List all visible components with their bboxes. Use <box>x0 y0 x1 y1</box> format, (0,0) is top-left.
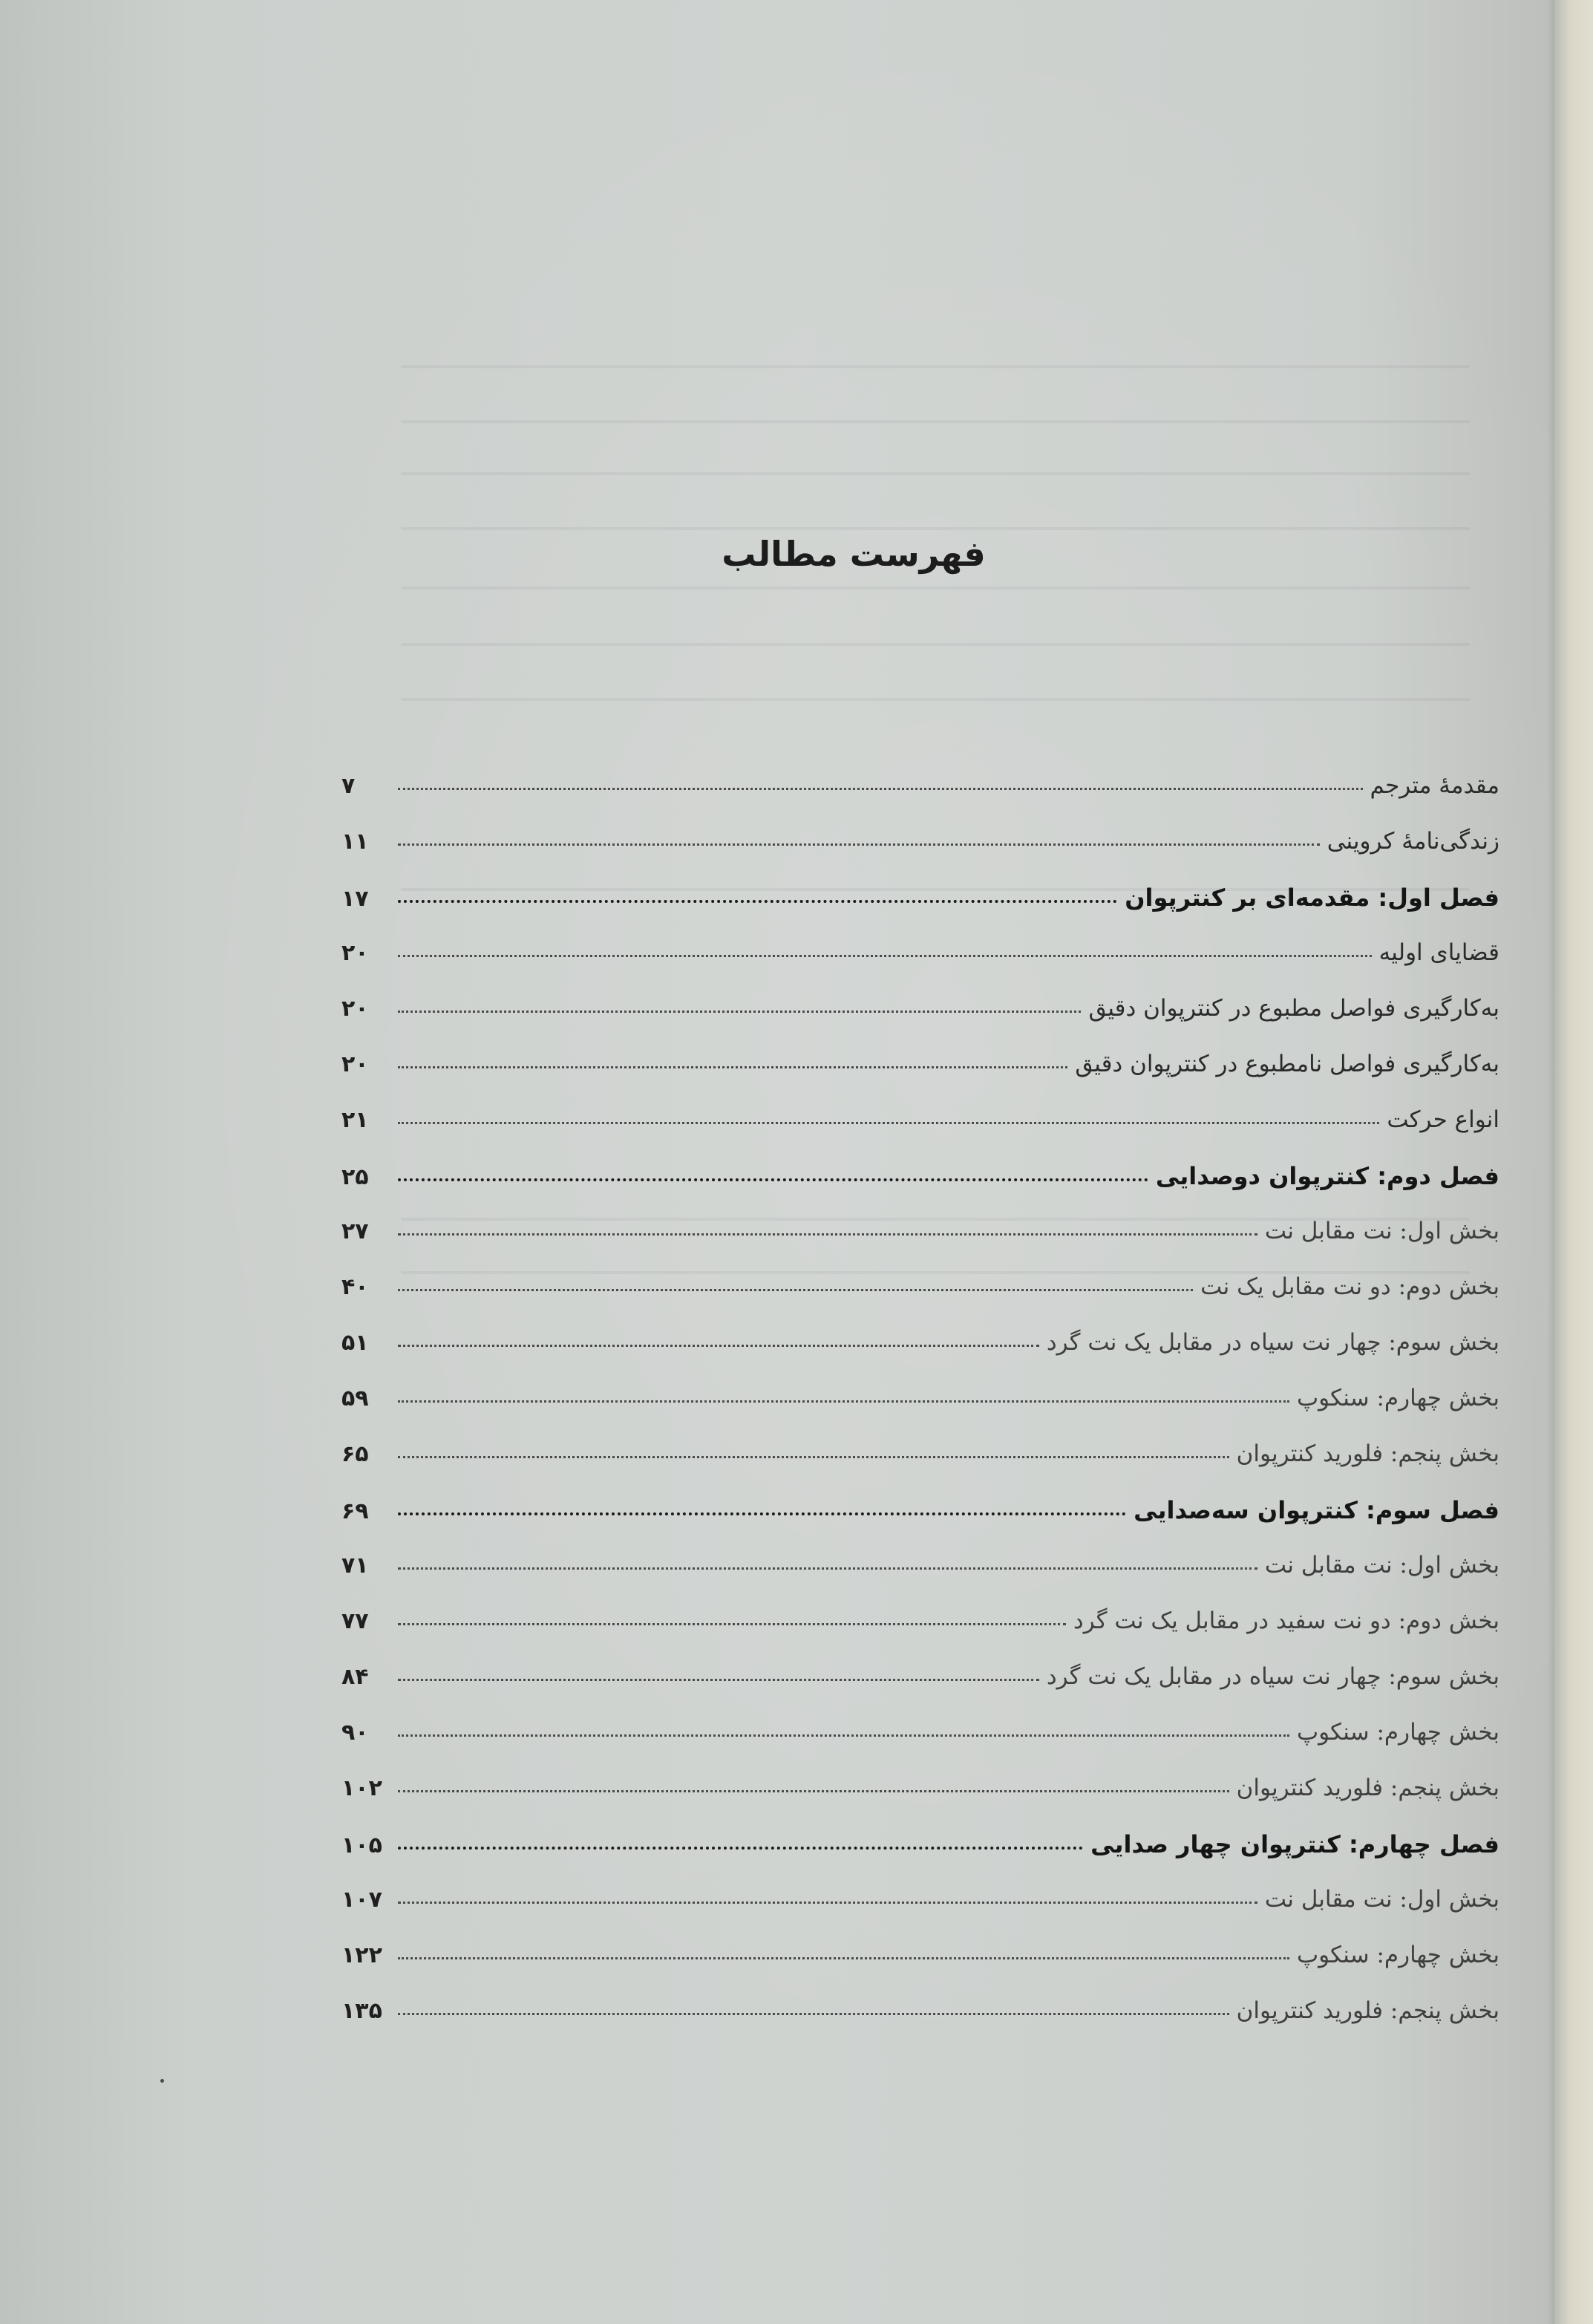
toc-page-number: ۲۰ <box>341 940 369 966</box>
toc-entry[interactable] <box>341 1663 1499 1719</box>
dot-leader <box>398 1400 1289 1403</box>
bleed-through-line <box>401 643 1470 646</box>
toc-page-number: ۸۴ <box>341 1664 369 1690</box>
toc-page-number: ۲۵ <box>341 1164 369 1190</box>
dot-leader <box>398 1902 1257 1904</box>
toc-entry-label: به‌کارگیری فواصل نامطبوع در کنترپوان دقیق <box>1075 1051 1499 1077</box>
dot-leader <box>398 1456 1229 1458</box>
bleed-through-line <box>401 420 1470 423</box>
dot-leader <box>398 1066 1067 1068</box>
dot-leader <box>398 1289 1193 1291</box>
toc-page-number: ۱۰۲ <box>341 1775 382 1801</box>
toc-entry-label: فصل اول: مقدمه‌ای بر کنترپوان <box>1125 884 1499 912</box>
toc-entry[interactable] <box>341 1886 1499 1942</box>
toc-entry-label: بخش پنجم: فلورید کنترپوان <box>1236 1775 1499 1801</box>
toc-page-number: ۱۳۵ <box>341 1998 382 2024</box>
toc-page-number: ۶۵ <box>341 1441 369 1467</box>
toc-entry-label: بخش چهارم: سنکوپ <box>1296 1942 1499 1968</box>
toc-chapter-entry[interactable] <box>341 884 1499 939</box>
toc-page-number: ۵۱ <box>341 1330 369 1356</box>
toc-entry[interactable] <box>341 1775 1499 1830</box>
toc-entry[interactable] <box>341 1106 1499 1162</box>
toc-page-number: ۷۱ <box>341 1553 369 1579</box>
dot-leader <box>398 1345 1039 1347</box>
toc-page-number: ۱۷ <box>341 886 369 912</box>
dot-leader <box>398 955 1372 957</box>
toc-entry-label: زندگی‌نامهٔ کروینی <box>1327 828 1499 855</box>
toc-page-number: ۴۰ <box>341 1274 369 1300</box>
toc-entry-label: بخش چهارم: سنکوپ <box>1296 1385 1499 1411</box>
toc-entry-label: به‌کارگیری فواصل مطبوع در کنترپوان دقیق <box>1088 995 1499 1022</box>
toc-entry[interactable] <box>341 1385 1499 1440</box>
toc-page-number: ۷۷ <box>341 1608 369 1634</box>
toc-entry[interactable] <box>341 828 1499 884</box>
toc-page-number: ۱۱ <box>341 829 369 855</box>
toc-page-number: ۱۰۵ <box>341 1832 382 1858</box>
toc-entry-label: بخش اول: نت مقابل نت <box>1264 1218 1499 1244</box>
toc-page-number: ۵۹ <box>341 1385 369 1411</box>
table-of-contents <box>341 772 1499 2053</box>
toc-entry[interactable] <box>341 1440 1499 1496</box>
toc-entry-label: قضایای اولیه <box>1378 939 1499 966</box>
toc-page-number: ۹۰ <box>341 1720 369 1746</box>
toc-entry[interactable] <box>341 1552 1499 1607</box>
toc-entry-label: بخش دوم: دو نت سفید در مقابل یک نت گرد <box>1073 1607 1499 1634</box>
toc-entry-label: بخش پنجم: فلورید کنترپوان <box>1236 1997 1499 2024</box>
toc-page-number: ۲۰ <box>341 996 369 1022</box>
toc-entry-label: بخش سوم: چهار نت سیاه در مقابل یک نت گرد <box>1046 1329 1499 1356</box>
dot-leader <box>398 1011 1081 1013</box>
dot-leader <box>398 788 1363 790</box>
toc-entry-label: بخش سوم: چهار نت سیاه در مقابل یک نت گرد <box>1046 1663 1499 1690</box>
toc-entry[interactable] <box>341 772 1499 828</box>
toc-entry-label: بخش چهارم: سنکوپ <box>1296 1719 1499 1746</box>
toc-page-number: ۱۰۷ <box>341 1887 382 1913</box>
bleed-through-line <box>401 587 1470 590</box>
dot-leader <box>398 2013 1229 2015</box>
toc-entry[interactable] <box>341 1329 1499 1385</box>
toc-page-number: ۲۷ <box>341 1218 369 1244</box>
dot-leader <box>398 1122 1379 1124</box>
toc-chapter-entry[interactable] <box>341 1496 1499 1552</box>
toc-entry-label: فصل چهارم: کنترپوان چهار صدایی <box>1090 1830 1499 1858</box>
dot-leader <box>398 1567 1257 1570</box>
toc-entry-label: مقدمهٔ مترجم <box>1370 772 1499 799</box>
page-gutter-shadow <box>1547 0 1554 2324</box>
paper-speck <box>160 2079 164 2083</box>
dot-leader <box>398 1623 1066 1625</box>
toc-entry-label: بخش پنجم: فلورید کنترپوان <box>1236 1440 1499 1467</box>
bleed-through-line <box>401 472 1470 475</box>
toc-entry-label: بخش اول: نت مقابل نت <box>1264 1552 1499 1579</box>
dot-leader <box>398 1734 1289 1737</box>
toc-entry[interactable] <box>341 1273 1499 1329</box>
dot-leader <box>398 1178 1148 1181</box>
dot-leader <box>398 1790 1229 1792</box>
toc-entry[interactable] <box>341 1719 1499 1775</box>
toc-page-number: ۷ <box>341 773 356 799</box>
toc-entry[interactable] <box>341 1997 1499 2053</box>
toc-page-number: ۲۱ <box>341 1107 369 1133</box>
page-title: فهرست مطالب <box>722 533 986 574</box>
bleed-through-line <box>401 365 1470 368</box>
toc-entry[interactable] <box>341 1051 1499 1106</box>
toc-entry-label: بخش دوم: دو نت مقابل یک نت <box>1200 1273 1499 1300</box>
toc-entry-label: بخش اول: نت مقابل نت <box>1264 1886 1499 1913</box>
toc-page-number: ۲۰ <box>341 1051 369 1077</box>
toc-entry-label: فصل سوم: کنترپوان سه‌صدایی <box>1134 1496 1499 1524</box>
dot-leader <box>398 1957 1289 1959</box>
bleed-through-line <box>401 527 1470 530</box>
dot-leader <box>398 1233 1257 1236</box>
toc-entry[interactable] <box>341 1218 1499 1273</box>
toc-page-number: ۱۲۲ <box>341 1942 382 1968</box>
dot-leader <box>398 1512 1126 1515</box>
toc-entry[interactable] <box>341 995 1499 1051</box>
toc-chapter-entry[interactable] <box>341 1830 1499 1886</box>
toc-entry[interactable] <box>341 939 1499 995</box>
toc-entry[interactable] <box>341 1942 1499 1997</box>
dot-leader <box>398 1847 1083 1850</box>
toc-page-number: ۶۹ <box>341 1498 369 1524</box>
toc-chapter-entry[interactable] <box>341 1162 1499 1218</box>
toc-entry-label: انواع حرکت <box>1387 1106 1499 1133</box>
bleed-through-line <box>401 698 1470 701</box>
dot-leader <box>398 900 1117 903</box>
dot-leader <box>398 1679 1039 1681</box>
toc-entry[interactable] <box>341 1607 1499 1663</box>
dot-leader <box>398 843 1320 846</box>
toc-entry-label: فصل دوم: کنترپوان دوصدایی <box>1155 1162 1499 1190</box>
page-edge <box>1554 0 1593 2324</box>
